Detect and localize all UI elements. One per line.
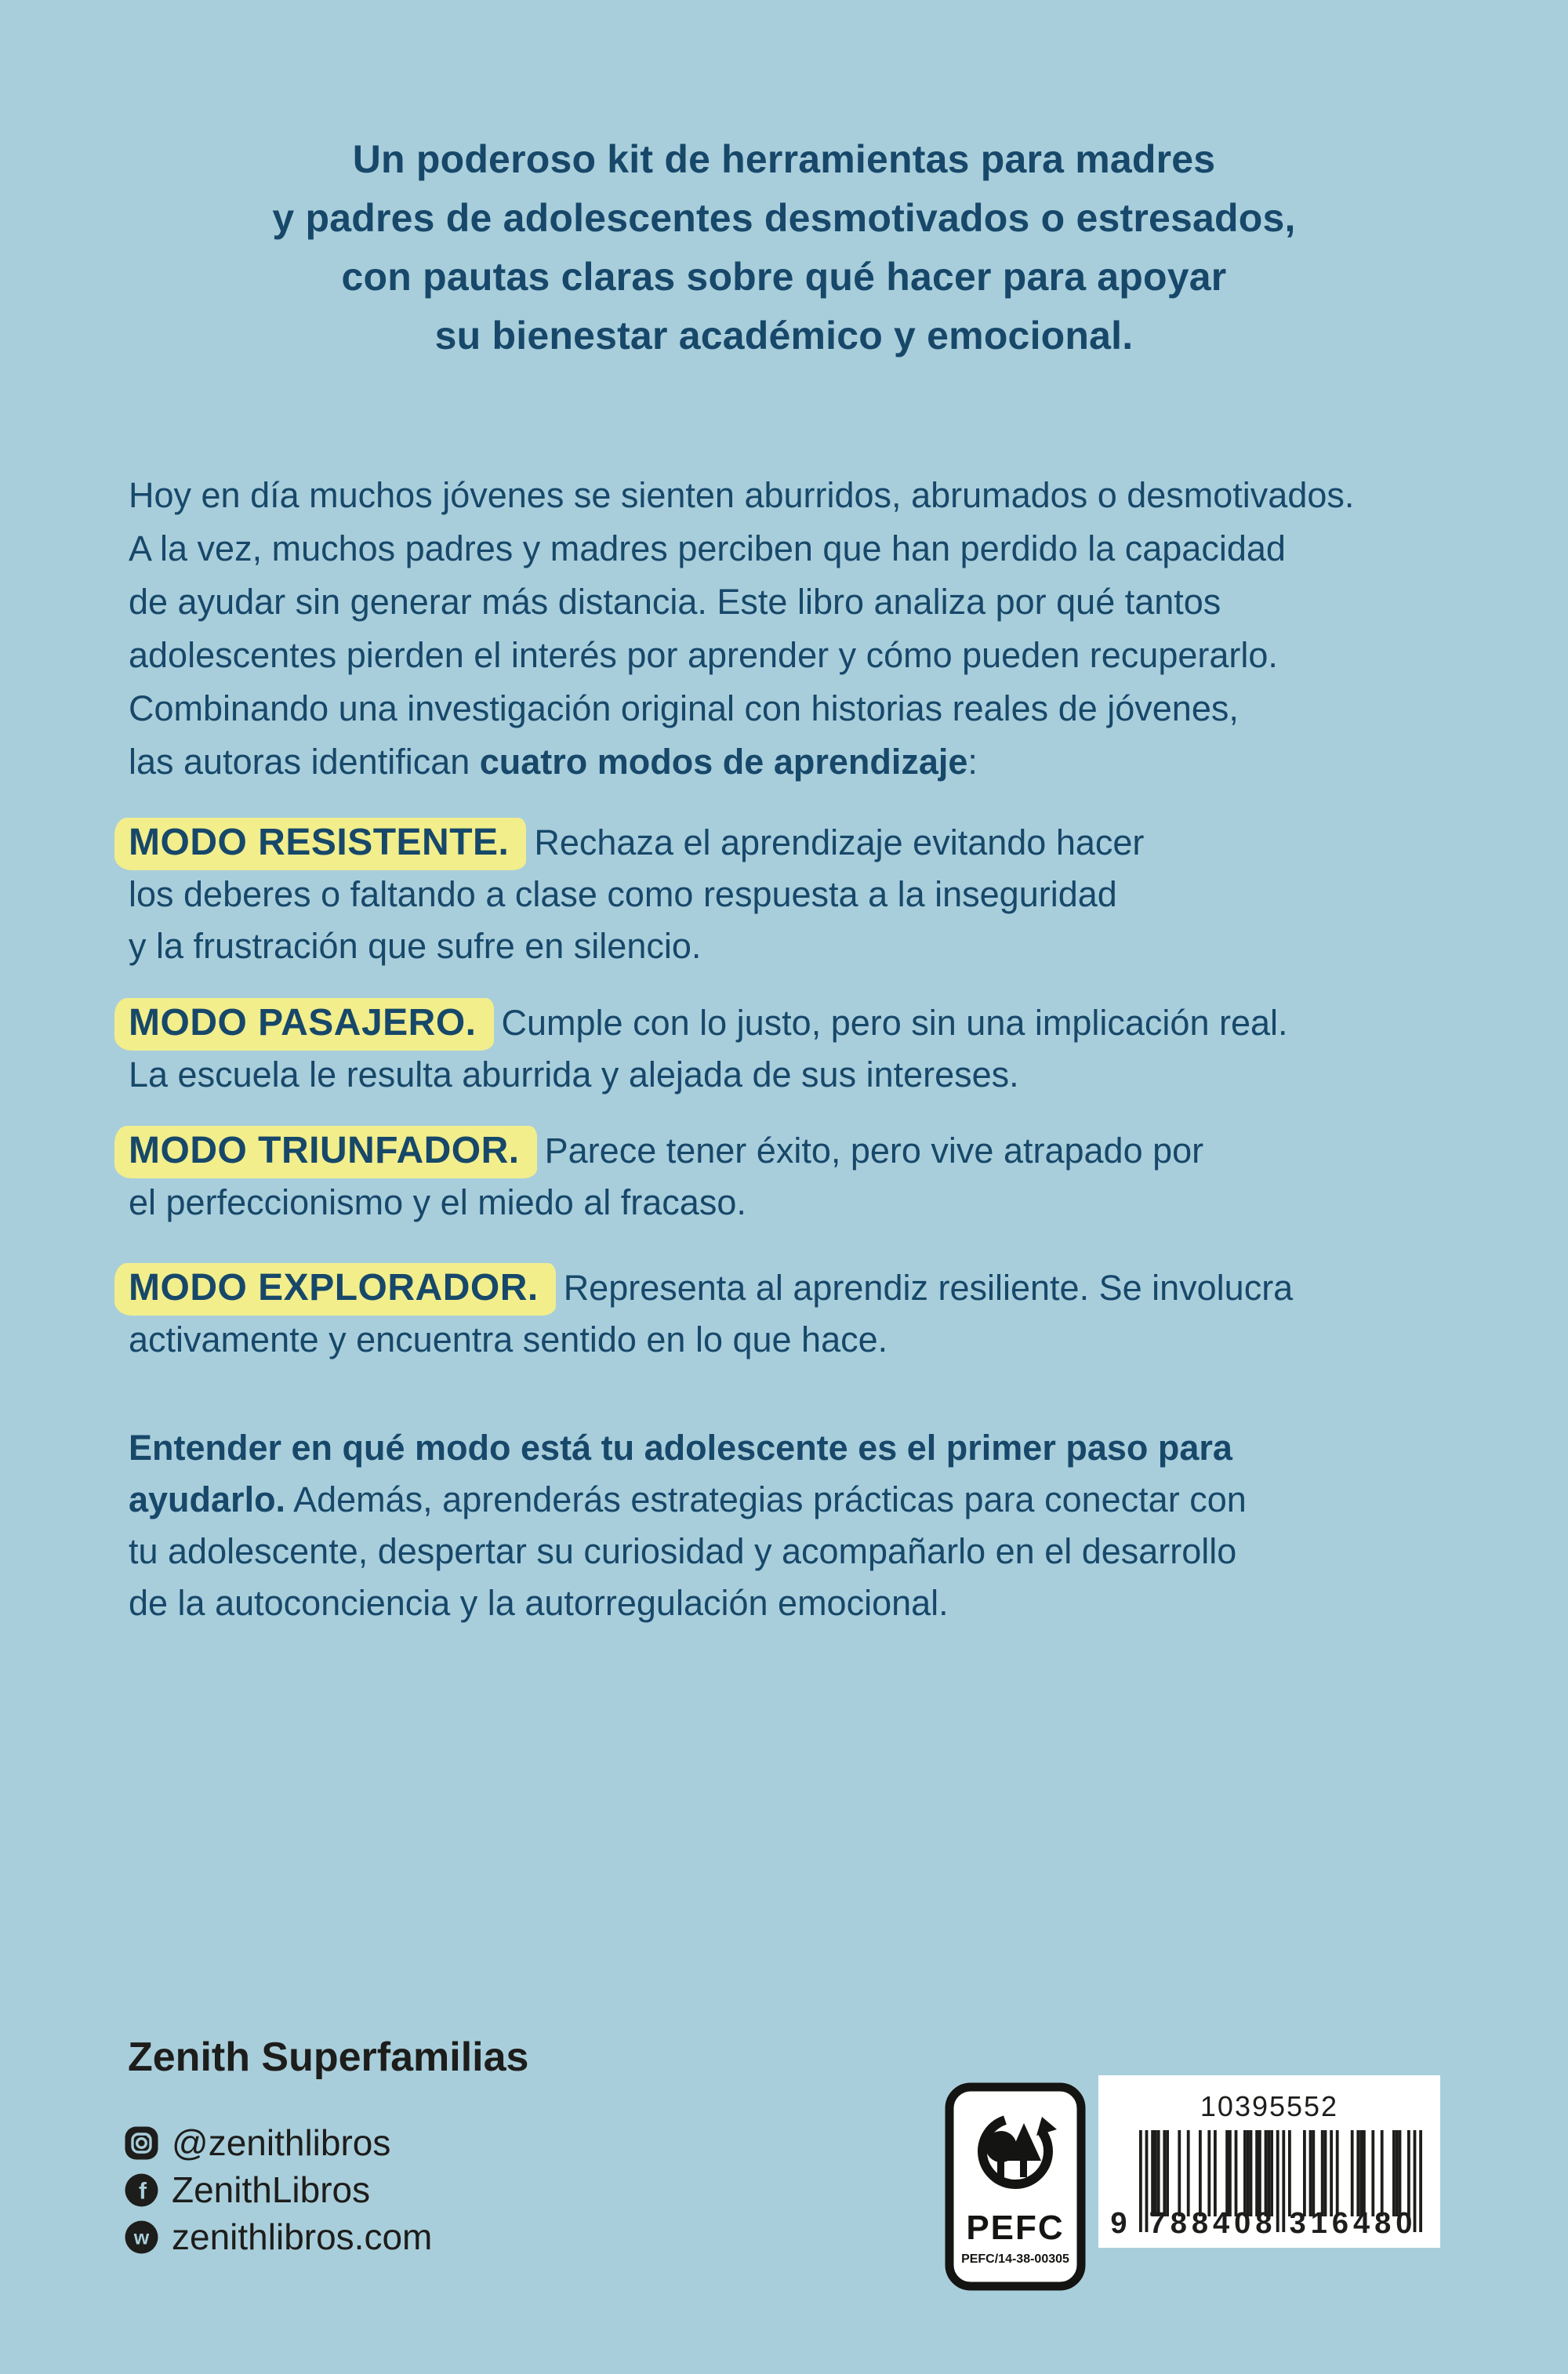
facebook-icon	[124, 2173, 159, 2208]
text-line: el perfeccionismo y el miedo al fracaso.	[129, 1182, 746, 1222]
social-row-web	[124, 2218, 432, 2256]
text-line	[129, 817, 1508, 869]
social-row-facebook	[124, 2171, 432, 2209]
publisher-imprint: Zenith Superfamilias	[128, 2035, 529, 2080]
text-line: activamente y encuentra sentido en lo que hace.	[129, 1319, 888, 1359]
mode-label-highlight	[114, 1263, 556, 1316]
mode-section-triunfador	[129, 1125, 1508, 1229]
text-line: adolescentes pierden el interés por aprender y cómo pueden recuperarlo.	[129, 635, 1278, 675]
social-links	[124, 2124, 432, 2256]
closing-paragraph	[129, 1422, 1508, 1629]
mode-label: MODO RESISTENTE.	[129, 822, 510, 863]
mode-label: MODO EXPLORADOR.	[129, 1267, 539, 1309]
barcode	[1098, 2075, 1440, 2248]
intro-tagline	[0, 130, 1568, 365]
barcode-top-number: 10395552	[1200, 2090, 1339, 2122]
web-handle: zenithlibros.com	[172, 2216, 433, 2257]
text-line	[129, 1125, 1508, 1177]
text-line: de la autoconciencia y la autorregulación emocional.	[129, 1583, 949, 1623]
intro-line: con pautas claras sobre qué hacer para apoyar	[341, 255, 1227, 299]
mode-first-line-text: Rechaza el aprendizaje evitando hacer	[534, 822, 1145, 862]
instagram-handle: @zenithlibros	[172, 2122, 391, 2163]
isbn-right-group: 316480	[1289, 2207, 1417, 2240]
svg-text:f: f	[139, 2178, 147, 2204]
bold-phrase: ayudarlo.	[129, 1479, 286, 1519]
text-line: A la vez, muchos padres y madres perciben que han perdido la capacidad	[129, 528, 1286, 568]
web-icon	[124, 2220, 159, 2255]
instagram-icon	[124, 2125, 159, 2161]
social-row-instagram	[124, 2124, 432, 2162]
intro-line: y padres de adolescentes desmotivados o estresados,	[272, 196, 1296, 240]
intro-line: Un poderoso kit de herramientas para madres	[352, 137, 1216, 181]
text-line: La escuela le resulta aburrida y alejada de sus intereses.	[129, 1055, 1019, 1094]
description-paragraph	[129, 469, 1477, 789]
text-segment: las autoras identifican	[129, 742, 480, 782]
text-line: los deberes o faltando a clase como respuesta a la inseguridad	[129, 874, 1117, 914]
text-segment: Además, aprenderás estrategias prácticas para conectar con	[285, 1479, 1247, 1519]
text-line	[129, 997, 1508, 1049]
text-line	[129, 1474, 1508, 1526]
mode-label-highlight	[114, 1126, 537, 1178]
svg-text:PEFC/14-38-00305: PEFC/14-38-00305	[961, 2252, 1069, 2266]
intro-line: su bienestar académico y emocional.	[434, 314, 1134, 358]
mode-first-line-text: Parece tener éxito, pero vive atrapado por	[544, 1131, 1204, 1171]
text-line: Combinando una investigación original con historias reales de jóvenes,	[129, 688, 1239, 728]
mode-first-line-text: Cumple con lo justo, pero sin una implicación real.	[501, 1003, 1288, 1043]
text-segment: :	[967, 742, 978, 782]
svg-text:PEFC: PEFC	[966, 2209, 1065, 2247]
mode-label: MODO TRIUNFADOR.	[129, 1130, 520, 1171]
text-line: Entender en qué modo está tu adolescente es el primer paso para	[129, 1428, 1232, 1468]
svg-text:w: w	[133, 2227, 150, 2249]
mode-section-pasajero	[129, 997, 1508, 1101]
isbn-left-group: 788408	[1149, 2207, 1277, 2240]
text-line	[129, 735, 1477, 789]
text-line: de ayudar sin generar más distancia. Este libro analiza por qué tantos	[129, 582, 1221, 622]
mode-section-resistente	[129, 817, 1508, 972]
isbn-prefix-digit: 9	[1110, 2207, 1127, 2240]
pefc-logo	[945, 2082, 1086, 2291]
mode-section-explorador	[129, 1262, 1508, 1366]
text-line: y la frustración que sufre en silencio.	[129, 926, 702, 966]
mode-first-line-text: Representa al aprendiz resiliente. Se involucra	[563, 1268, 1294, 1308]
mode-label: MODO PASAJERO.	[129, 1002, 477, 1044]
text-line: tu adolescente, despertar su curiosidad y acompañarlo en el desarrollo	[129, 1531, 1237, 1571]
text-line: Hoy en día muchos jóvenes se sienten aburridos, abrumados o desmotivados.	[129, 475, 1355, 515]
bold-phrase: cuatro modos de aprendizaje	[479, 742, 968, 782]
mode-label-highlight	[114, 998, 494, 1051]
facebook-handle: ZenithLibros	[172, 2169, 371, 2210]
text-line	[129, 1262, 1508, 1314]
mode-label-highlight	[114, 818, 526, 870]
